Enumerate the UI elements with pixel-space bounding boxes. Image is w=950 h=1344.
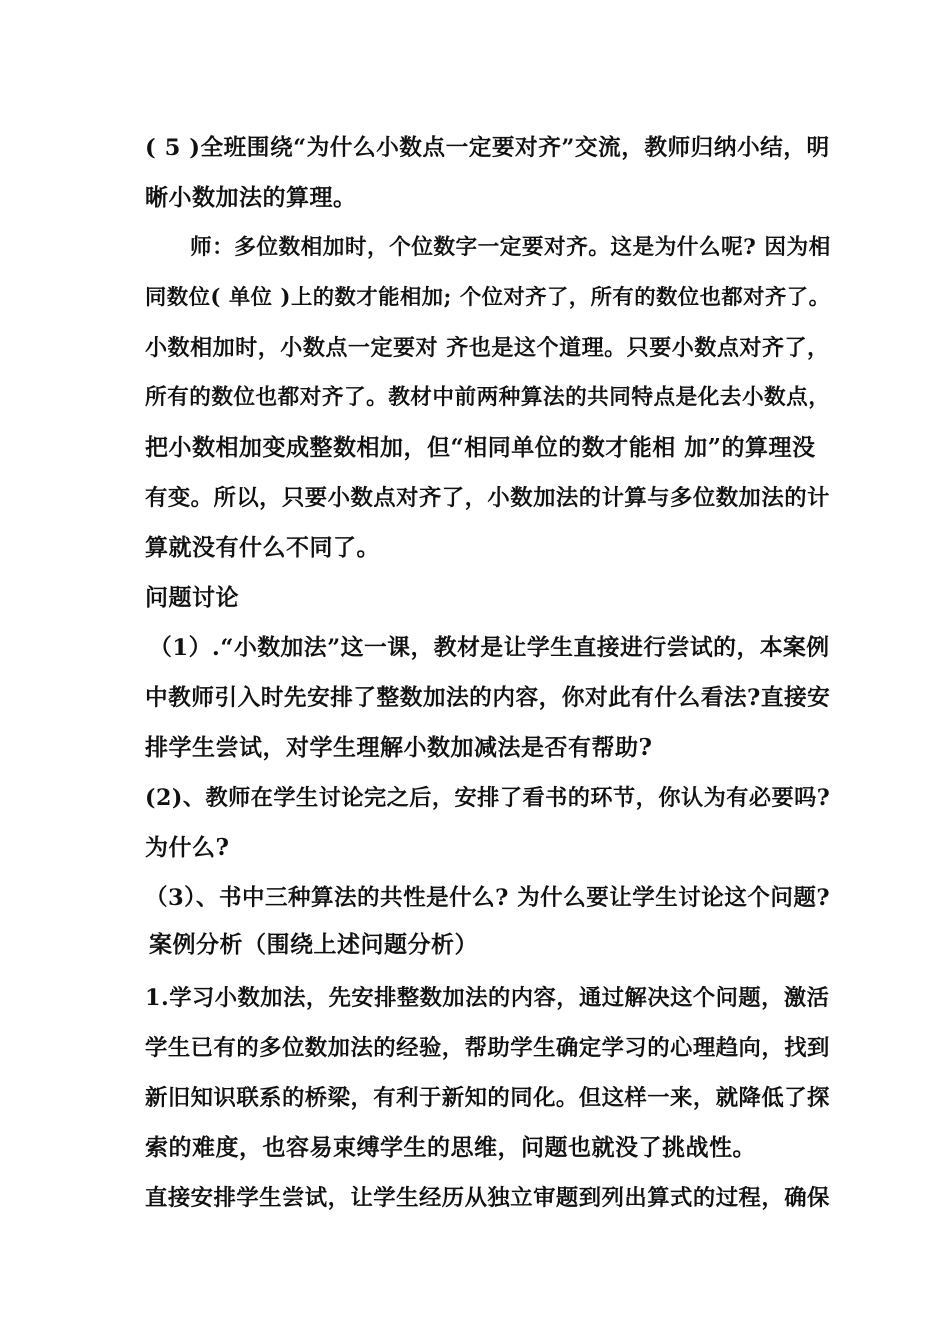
paragraph-line: 小数相加时，小数点一定要对 齐也是这个道理。只要小数点对齐了， <box>145 335 830 361</box>
paragraph-line: (2)、教师在学生讨论完之后，安排了看书的环节，你认为有必要吗? <box>145 785 831 811</box>
paragraph-line: 师：多位数相加时，个位数字一定要对齐。这是为什么呢? 因为相 <box>190 235 831 260</box>
paragraph-line: （3）、书中三种算法的共性是什么? 为什么要让学生讨论这个问题? <box>145 885 831 911</box>
paragraph-line: 为什么? <box>145 834 230 861</box>
paragraph-line: 有变。所以，只要小数点对齐了，小数加法的计算与多位数加法的计 <box>145 485 830 511</box>
section-heading: 问题讨论 <box>145 584 239 611</box>
section-heading: 案例分析（围绕上述问题分析） <box>149 931 478 958</box>
paragraph-line: 同数位( 单位 )上的数才能相加; 个位对齐了，所有的数位也都对齐了。 <box>145 285 831 310</box>
paragraph-line: 排学生尝试，对学生理解小数加减法是否有帮助? <box>145 734 653 761</box>
paragraph-line: 算就没有什么不同了。 <box>145 534 380 561</box>
paragraph-line: 1.学习小数加法，先安排整数加法的内容，通过解决这个问题，激活 <box>145 985 830 1011</box>
paragraph-line: ( 5 )全班围绕“为什么小数点一定要对齐”交流，教师归纳小结，明 <box>145 135 830 161</box>
paragraph-line: 新旧知识联系的桥梁，有利于新知的同化。但这样一来，就降低了探 <box>145 1085 830 1111</box>
paragraph-line: 所有的数位也都对齐了。教材中前两种算法的共同特点是化去小数点， <box>145 385 831 410</box>
paragraph-line: 中教师引入时先安排了整数加法的内容，你对此有什么看法?直接安 <box>145 685 831 711</box>
paragraph-line: 把小数相加变成整数相加，但“相同单位的数才能相 加”的算理没 <box>145 434 816 461</box>
paragraph-line: 直接安排学生尝试，让学生经历从独立审题到列出算式的过程，确保 <box>145 1185 830 1211</box>
paragraph-line: （1）.“小数加法”这一课，教材是让学生直接进行尝试的，本案例 <box>149 635 830 661</box>
paragraph-line: 晰小数加法的算理。 <box>145 184 357 211</box>
paragraph-line: 索的难度，也容易束缚学生的思维，问题也就没了挑战性。 <box>145 1134 756 1161</box>
paragraph-line: 学生已有的多位数加法的经验，帮助学生确定学习的心理趋向，找到 <box>145 1035 830 1061</box>
